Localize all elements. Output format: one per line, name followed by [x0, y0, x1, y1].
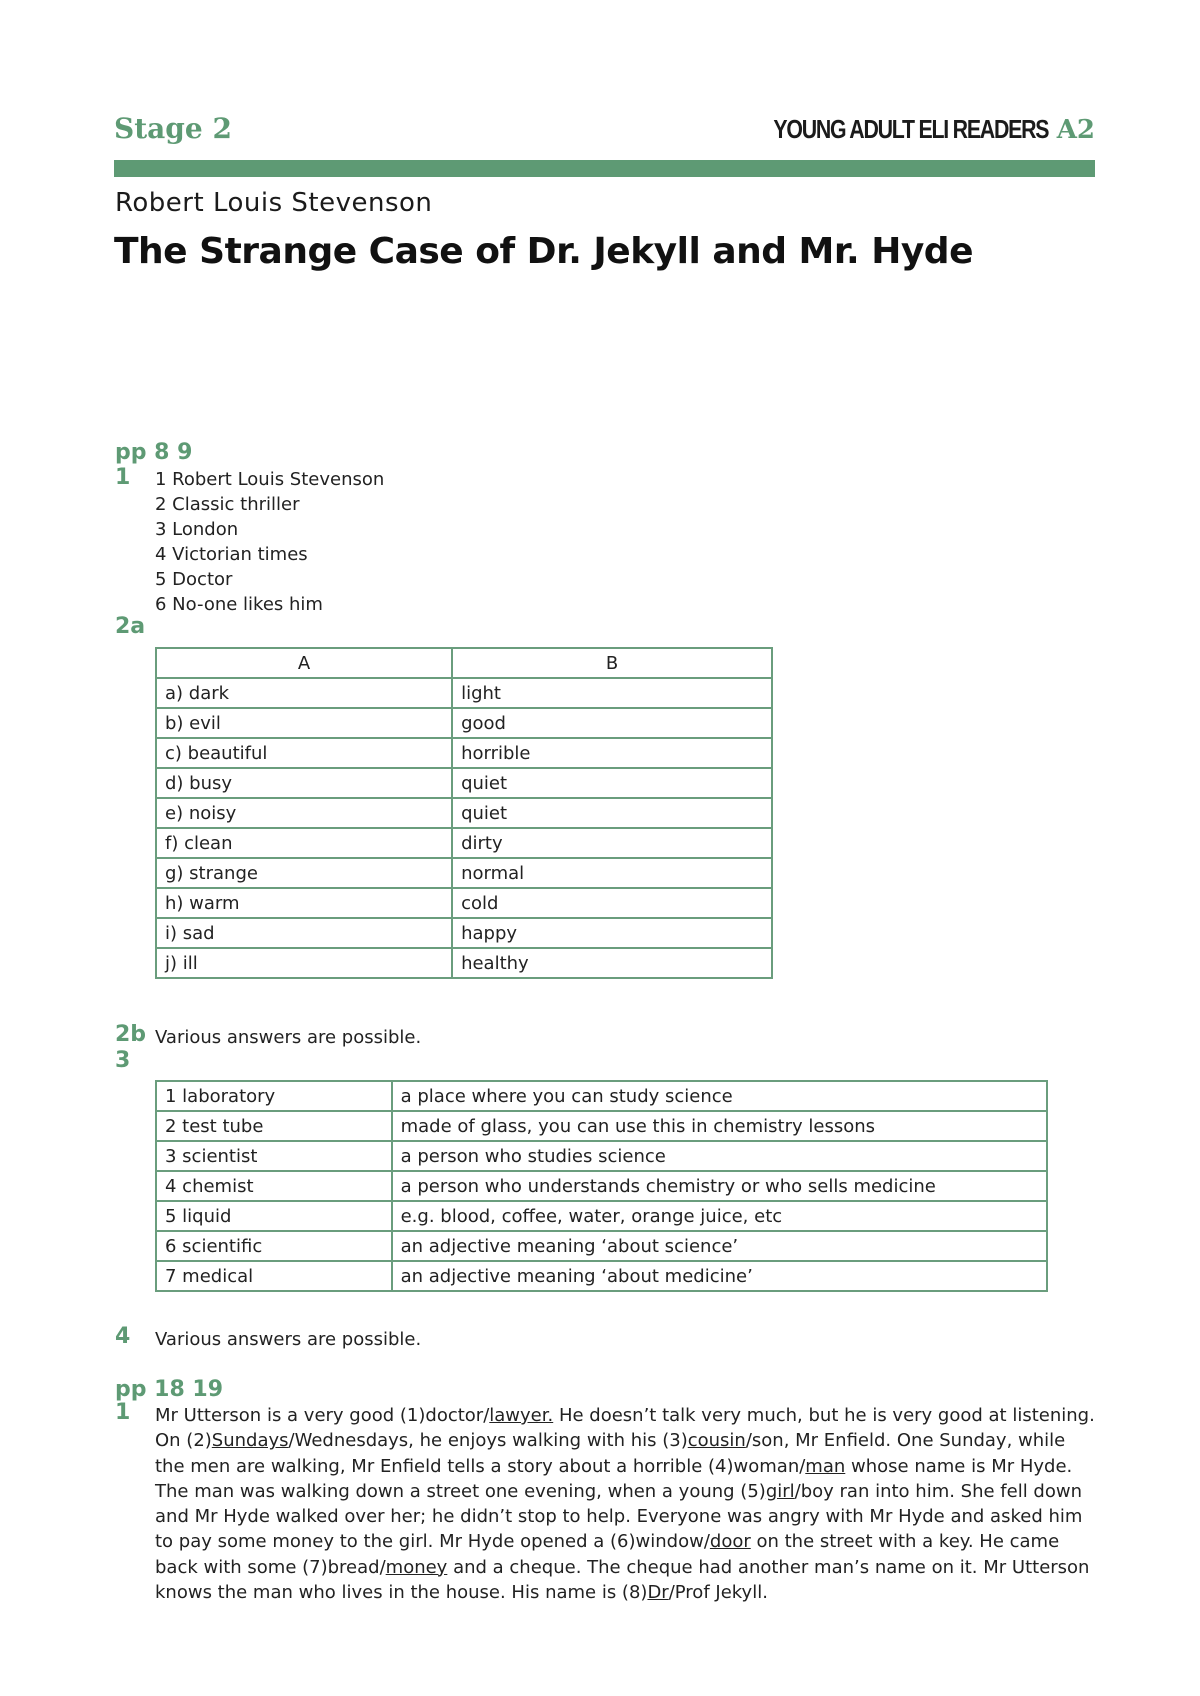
series-brand: [713, 114, 1095, 145]
underlined-answer: door: [709, 1531, 751, 1553]
table-row: [156, 1261, 1047, 1291]
table-row: [156, 1171, 1047, 1201]
cell-a: d) busy: [156, 768, 452, 798]
definition-cell: a person who understands chemistry or who sells medicine: [392, 1171, 1047, 1201]
paragraph-text: /Prof Jekyll.: [668, 1582, 768, 1604]
cell-b: light: [452, 678, 772, 708]
cell-a: a) dark: [156, 678, 452, 708]
answer-line: 6 No-one likes him: [155, 594, 323, 615]
underlined-answer: money: [385, 1556, 448, 1578]
table-row: [156, 738, 772, 768]
series-name: YOUNG ADULT ELI READERS: [773, 114, 1049, 144]
cell-b: happy: [452, 918, 772, 948]
table-row: [156, 888, 772, 918]
table-row: [156, 1081, 1047, 1111]
term-cell: 3 scientist: [156, 1141, 392, 1171]
table-row: [156, 708, 772, 738]
section-heading-pp18-19: pp 18 19: [115, 1377, 224, 1402]
underlined-answer: Sundays: [211, 1430, 289, 1452]
section-heading-pp8-9: pp 8 9: [115, 440, 193, 465]
paragraph-text: whose name is Mr Hyde. The man was walking down a street one evening, when a young (5): [155, 1455, 1073, 1502]
exercise-2b-answer: Various answers are possible.: [155, 1027, 422, 1048]
vocabulary-table: [155, 1080, 1048, 1292]
answer-line: 5 Doctor: [155, 569, 233, 590]
table-row: [156, 1111, 1047, 1141]
cell-b: horrible: [452, 738, 772, 768]
underlined-answer: girl: [765, 1480, 795, 1502]
cell-b: healthy: [452, 948, 772, 978]
cloze-paragraph: [155, 1403, 1100, 1605]
table-row: [156, 858, 772, 888]
table-row: [156, 918, 772, 948]
column-header-a: A: [156, 648, 452, 678]
table-row: [156, 1201, 1047, 1231]
cell-b: good: [452, 708, 772, 738]
term-cell: 4 chemist: [156, 1171, 392, 1201]
cell-a: f) clean: [156, 828, 452, 858]
cell-a: g) strange: [156, 858, 452, 888]
opposites-table: [155, 647, 773, 979]
term-cell: 7 medical: [156, 1261, 392, 1291]
term-cell: 2 test tube: [156, 1111, 392, 1141]
paragraph-text: He doesn’t talk very much, but he is very good at listening. On (2): [155, 1405, 1095, 1452]
underlined-answer: man: [805, 1455, 846, 1477]
cell-a: j) ill: [156, 948, 452, 978]
definition-cell: an adjective meaning ‘about medicine’: [392, 1261, 1047, 1291]
paragraph-text: and a cheque. The cheque had another man’s name on it. Mr Utterson knows the man who lives in the house. His name is (8): [155, 1556, 1090, 1604]
exercise-number-1: 1: [115, 465, 131, 490]
page-header: [114, 112, 1095, 152]
paragraph-text: /son, Mr Enfield. One Sunday, while the men are walking, Mr Enfield tells a story about a horrible (4)woman/: [155, 1430, 1066, 1477]
exercise-number-4: 4: [115, 1324, 131, 1349]
cell-b: quiet: [452, 768, 772, 798]
answer-line: 4 Victorian times: [155, 544, 308, 565]
column-header-b: B: [452, 648, 772, 678]
definition-cell: made of glass, you can use this in chemistry lessons: [392, 1111, 1047, 1141]
table-row: [156, 678, 772, 708]
paragraph-text: /boy ran into him. She fell down and Mr Hyde walked over her; he didn’t stop to help. Everyone was angry with Mr Hyde and asked him to pay some money to the girl. Mr Hyde opened a (6)window/: [155, 1480, 1083, 1553]
table-row: [156, 768, 772, 798]
definition-cell: an adjective meaning ‘about science’: [392, 1231, 1047, 1261]
term-cell: 5 liquid: [156, 1201, 392, 1231]
answer-line: 1 Robert Louis Stevenson: [155, 469, 385, 490]
book-title: The Strange Case of Dr. Jekyll and Mr. Hyde: [114, 231, 973, 272]
underlined-answer: Dr: [647, 1582, 669, 1604]
table-row: [156, 828, 772, 858]
table-row: [156, 1231, 1047, 1261]
cell-a: e) noisy: [156, 798, 452, 828]
underlined-answer: lawyer.: [489, 1405, 554, 1426]
cell-a: c) beautiful: [156, 738, 452, 768]
answer-line: 2 Classic thriller: [155, 494, 300, 515]
definition-cell: a place where you can study science: [392, 1081, 1047, 1111]
cell-a: h) warm: [156, 888, 452, 918]
series-level: A2: [1056, 115, 1095, 145]
term-cell: 6 scientific: [156, 1231, 392, 1261]
underlined-answer: cousin: [687, 1430, 746, 1452]
cell-b: cold: [452, 888, 772, 918]
definition-cell: e.g. blood, coffee, water, orange juice, etc: [392, 1201, 1047, 1231]
cell-b: quiet: [452, 798, 772, 828]
definition-cell: a person who studies science: [392, 1141, 1047, 1171]
exercise-number-2a: 2a: [115, 614, 146, 639]
table-row: [156, 948, 772, 978]
term-cell: 1 laboratory: [156, 1081, 392, 1111]
paragraph-text: on the street with a key. He came back with some (7)bread/: [155, 1531, 1060, 1578]
paragraph-text: /Wednesdays, he enjoys walking with his (3): [288, 1430, 688, 1452]
table-row: [156, 1141, 1047, 1171]
exercise-number-3: 3: [115, 1048, 131, 1073]
answer-line: 3 London: [155, 519, 239, 540]
exercise-number-1-b: 1: [115, 1400, 131, 1425]
exercise-number-2b: 2b: [115, 1022, 147, 1047]
exercise-4-answer: Various answers are possible.: [155, 1329, 422, 1350]
cell-b: normal: [452, 858, 772, 888]
cell-a: i) sad: [156, 918, 452, 948]
stage-label: Stage 2: [114, 112, 232, 145]
header-rule: [114, 160, 1095, 177]
table-header-row: [156, 648, 772, 678]
table-row: [156, 798, 772, 828]
book-author: Robert Louis Stevenson: [115, 188, 433, 218]
paragraph-text: Mr Utterson is a very good (1)doctor/: [155, 1405, 490, 1426]
cell-b: dirty: [452, 828, 772, 858]
cell-a: b) evil: [156, 708, 452, 738]
